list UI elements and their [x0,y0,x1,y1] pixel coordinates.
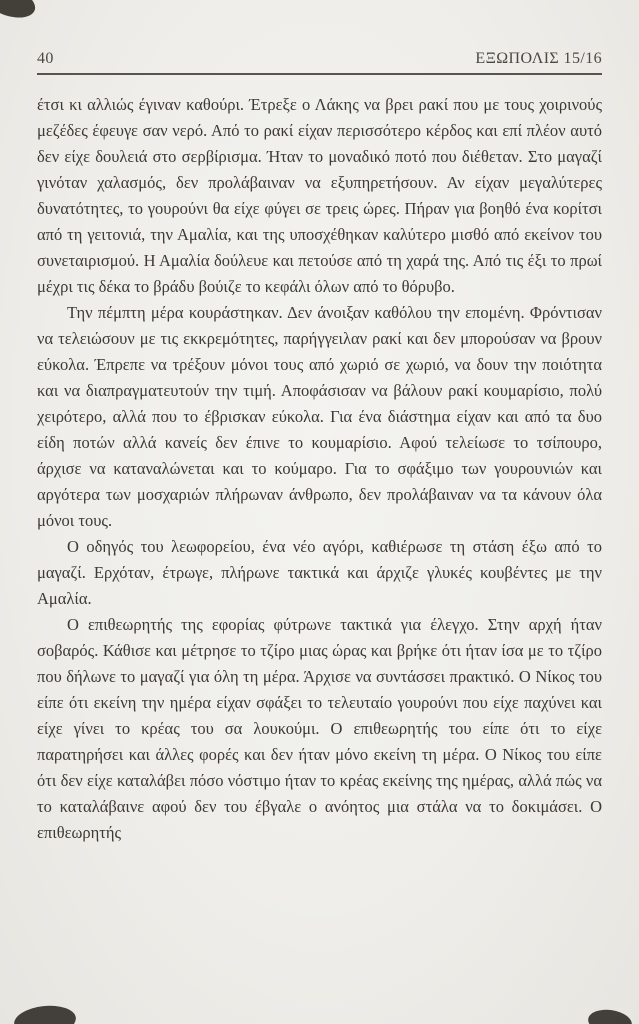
body-text [37,92,602,846]
page-header [37,50,602,68]
page-number: 40 [37,50,54,67]
scan-artifact-bottom-right [587,1007,634,1024]
header-rule [37,73,602,75]
paragraph: Ο οδηγός του λεωφορείου, ένα νέο αγόρι, καθιέρωσε τη στάση έξω από το μαγαζί. Ερχόταν, έτρωγε, πλήρωνε τακτικά και άρχιζε γλυκές κουβέντες με την Αμαλία. [37,537,602,608]
scan-artifact-bottom-left [13,1003,78,1024]
paragraph: Την πέμπτη μέρα κουράστηκαν. Δεν άνοιξαν καθόλου την επομένη. Φρόντισαν να τελειώσουν με τις εκκρεμότητες, παρήγγειλαν ρακί και δεν μπορούσαν να βρουν εύκολα. Έπρεπε να τρέξουν μόνοι τους από χωριό σε χωριό, να δουν την ποιότητα και να διαπραγματευτούν την τιμή. Αποφάσισαν να βάλουν ρακί κουμαρίσιο, πολύ χειρότερο, αλλά που το έβρισκαν εύκολα. Για ένα διάστημα είχαν και από τα δυο είδη ποτών αλλά κανείς δεν έπινε το κουμαρίσιο. Αφού τελείωσε το τσίπουρο, άρχισε να καταναλώνεται και το κούμαρο. Για το σφάξιμο των γουρουνιών και αργότερα των μοσχαριών πλήρωναν άνθρωπο, δεν προλάβαιναν να τα κάνουν όλα μόνοι τους. [37,303,602,530]
paragraph: Ο επιθεωρητής της εφορίας φύτρωνε τακτικά για έλεγχο. Στην αρχή ήταν σοβαρός. Κάθισε και μέτρησε το τζίρο μιας ώρας και βρήκε ότι ήταν ίσα με το τζίρο που δήλωνε το μαγαζί για όλη τη μέρα. Άρχισε να συντάσσει πρακτικό. Ο Νίκος του είπε ότι εκείνη την ημέρα είχαν σφάξει το τελευταίο γουρούνι που είχε παχύνει και είχε γίνει το κρέας του σα λουκούμι. Ο επιθεωρητής του είπε ότι το είχε παρατηρήσει και άλλες φορές και δεν ήταν μόνο εκείνη τη μέρα. Ο Νίκος του είπε ότι δεν είχε καταλάβει πόσο νόστιμο ήταν το κρέας εκείνης της ημέρας, αλλά πώς να το καταλάβαινε αφού δεν του έβγαλε ο ανόητος μια στάλα να το δοκιμάσει. Ο επιθεωρητής [37,615,602,842]
paragraph: έτσι κι αλλιώς έγιναν καθούρι. Έτρεξε ο Λάκης να βρει ρακί που με τους χοιρινούς μεζέδες έφευγε σαν νερό. Από το ρακί είχαν περισσότερο κέρδος και επί πλέον αυτό δεν είχε δουλειά στο σερβίρισμα. Ήταν το μοναδικό ποτό που διέθεταν. Στο μαγαζί γινόταν χαλασμός, δεν προλάβαιναν να εξυπηρετήσουν. Αν είχαν μεγαλύτερες δυνατότητες, το γουρούνι θα είχε φύγει σε τρεις ώρες. Πήραν για βοηθό ένα κορίτσι από τη γειτονιά, την Αμαλία, και της υποσχέθηκαν καλύτερο μισθό από εκείνον του συνεταιρισμού. Η Αμαλία δούλευε και πετούσε από τη χαρά της. Από τις έξι το πρωί μέχρι τις δέκα το βράδυ βούιζε το κεφάλι όλων από το θόρυβο. [37,95,602,296]
journal-title: ΕΞΩΠΟΛΙΣ 15/16 [475,50,602,67]
